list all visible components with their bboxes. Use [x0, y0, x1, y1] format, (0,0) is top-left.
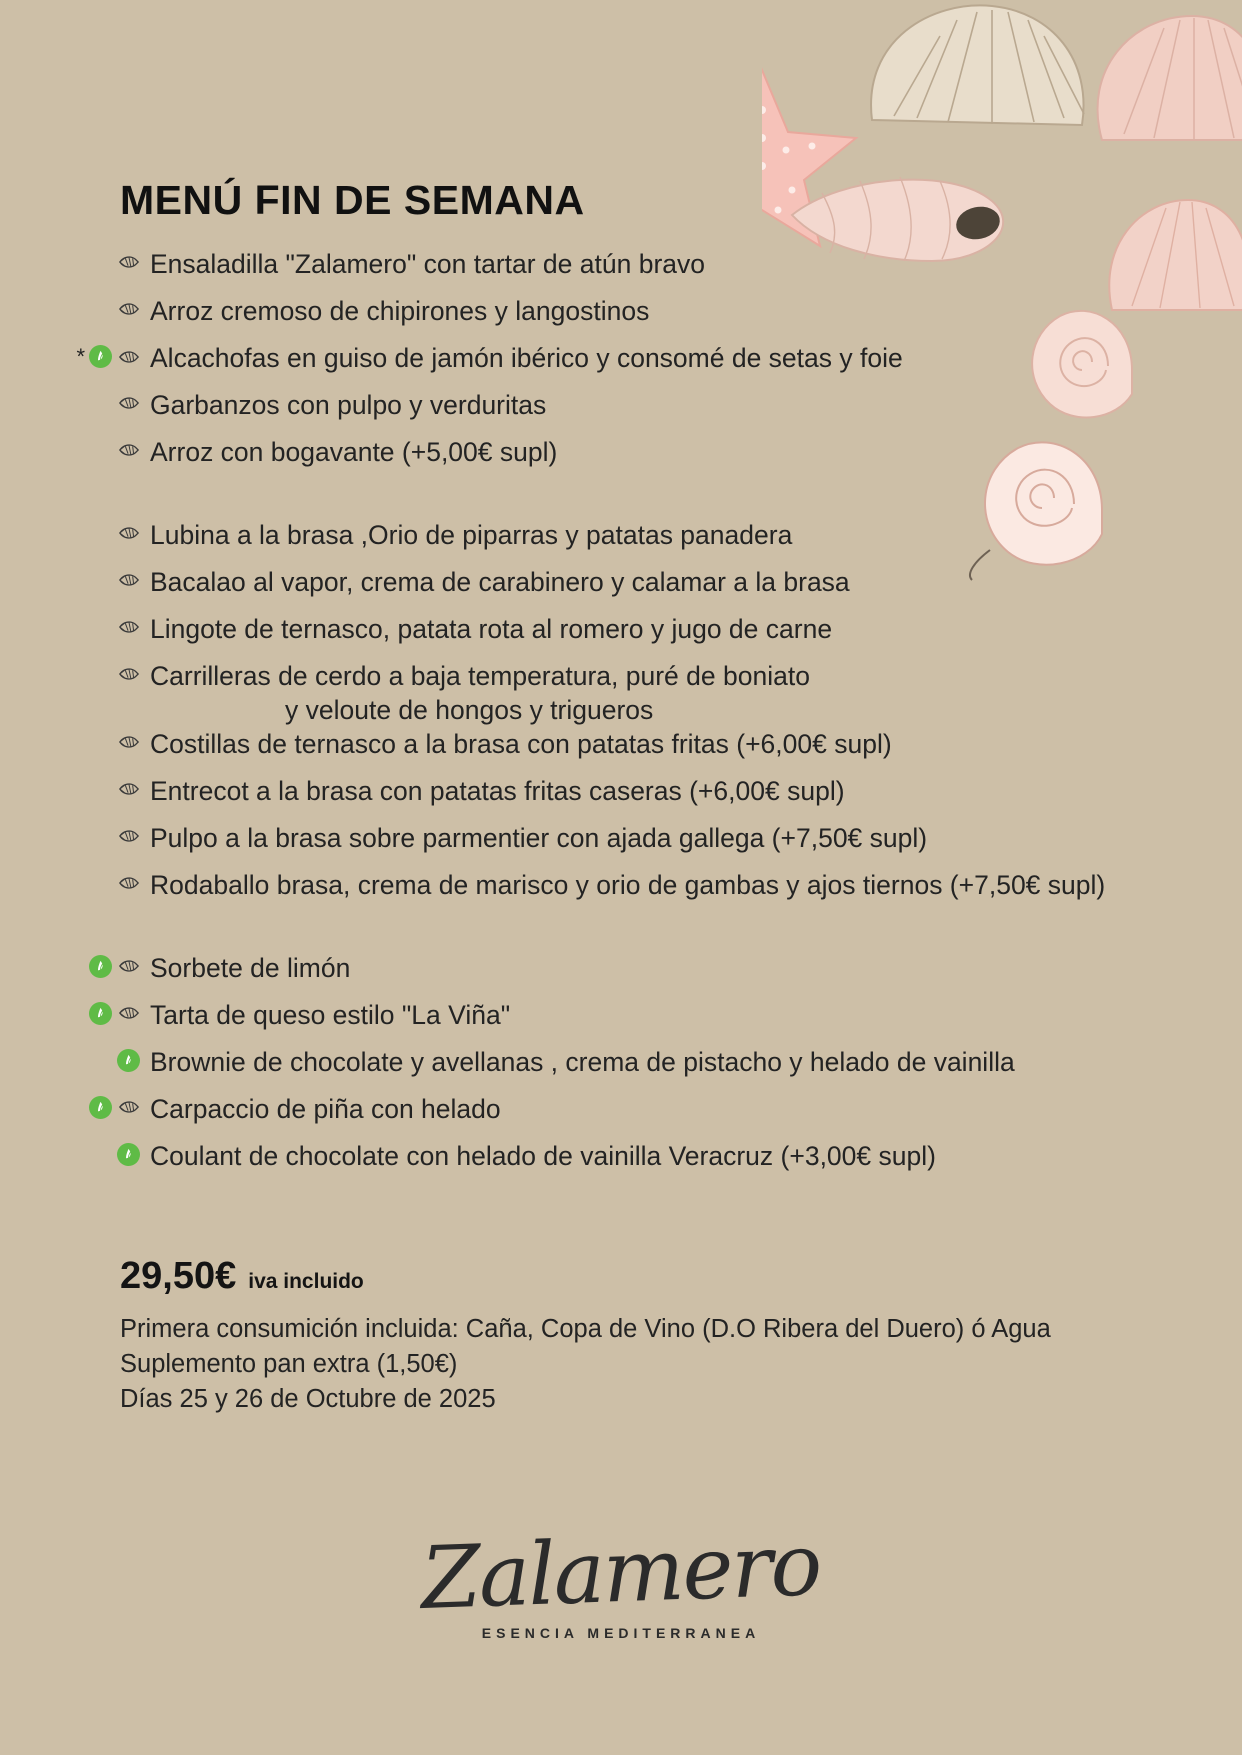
menu-item-text: Costillas de ternasco a la brasa con patatas fritas (+6,00€ supl)	[150, 728, 892, 759]
bread-supplement-note: Suplemento pan extra (1,50€)	[120, 1350, 458, 1379]
menu-item-text-main: Carrilleras de cerdo a baja temperatura, puré de boniato	[150, 661, 810, 691]
menu-item	[40, 775, 1160, 822]
menu-item	[40, 999, 1160, 1046]
tax-note: iva incluido	[248, 1270, 364, 1293]
item-markers	[40, 519, 148, 544]
menu-item	[40, 342, 1160, 389]
item-markers	[40, 660, 148, 685]
menu-item	[40, 248, 1160, 295]
item-markers	[40, 248, 148, 273]
vegetarian-icon	[89, 345, 112, 368]
item-markers	[40, 566, 148, 591]
fish-icon	[118, 825, 140, 847]
menu-item-text-continuation: y veloute de hongos y trigueros	[285, 694, 654, 725]
item-markers	[40, 436, 148, 461]
menu-item-text: Lingote de ternasco, patata rota al romero y jugo de carne	[150, 614, 833, 644]
menu-item-text: Alcachofas en guiso de jamón ibérico y consomé de setas y foie	[150, 343, 903, 373]
item-markers	[40, 999, 148, 1025]
item-markers	[40, 1046, 148, 1072]
menu-item-text: Rodaballo brasa, crema de marisco y orio de gambas y ajos tiernos (+7,50€ supl)	[150, 869, 1106, 900]
menu-item	[40, 613, 1160, 660]
page-title: MENÚ FIN DE SEMANA	[120, 177, 585, 224]
fish-icon	[118, 731, 140, 753]
fish-icon	[118, 251, 140, 273]
menu-item-text: Pulpo a la brasa sobre parmentier con ajada gallega (+7,50€ supl)	[150, 822, 928, 853]
price-line	[120, 1255, 1120, 1298]
fish-icon	[118, 616, 140, 638]
fish-icon	[118, 1002, 140, 1024]
menu-item-text: Ensaladilla "Zalamero" con tartar de atún bravo	[150, 249, 705, 279]
item-markers	[40, 728, 148, 753]
menu-item	[40, 728, 1160, 775]
included-drink-note: Primera consumición incluida: Caña, Copa de Vino (D.O Ribera del Duero) ó Agua	[120, 1315, 1051, 1343]
item-markers	[40, 775, 148, 800]
menu-item-text: Carpaccio de piña con helado	[150, 1093, 501, 1124]
menu-item	[40, 295, 1160, 342]
menu-item	[40, 1046, 1160, 1093]
menu-item-text	[148, 660, 1160, 728]
menu-item	[40, 822, 1160, 869]
restaurant-logo	[0, 1470, 1242, 1700]
menu-item-text: Coulant de chocolate con helado de vainilla Veracruz (+3,00€ supl)	[150, 1140, 936, 1171]
menu-item	[40, 389, 1160, 436]
item-markers	[40, 342, 148, 368]
menu-item	[40, 566, 1160, 613]
fish-icon	[118, 569, 140, 591]
menu-item-text: Arroz con bogavante (+5,00€ supl)	[150, 437, 558, 467]
fish-icon	[118, 955, 140, 977]
menu-item	[40, 869, 1160, 916]
menu-item	[40, 436, 1160, 483]
pricing-block	[120, 1255, 1120, 1418]
course-primeros	[40, 248, 1160, 483]
vegetarian-icon	[89, 955, 112, 978]
menu-item-text: Arroz cremoso de chipirones y langostinos	[150, 296, 650, 326]
logo-tagline: ESENCIA MEDITERRANEA	[481, 1625, 761, 1641]
course-postres	[40, 952, 1160, 1187]
fish-icon	[118, 778, 140, 800]
fish-icon	[118, 1096, 140, 1118]
menu-item-text: Lubina a la brasa ,Orio de piparras y patatas panadera	[150, 520, 793, 550]
vegetarian-icon	[89, 1002, 112, 1025]
menu-dates: Días 25 y 26 de Octubre de 2025	[120, 1385, 496, 1414]
menu-price: 29,50€	[120, 1255, 237, 1297]
item-markers	[40, 869, 148, 894]
fish-icon	[118, 298, 140, 320]
item-markers	[40, 389, 148, 414]
item-markers	[40, 952, 148, 978]
menu-sections	[40, 248, 1160, 1223]
menu-item	[40, 1093, 1160, 1140]
vegetarian-icon	[89, 1096, 112, 1119]
fish-icon	[118, 346, 140, 368]
item-markers	[40, 613, 148, 638]
logo-wordmark: Zalamero	[419, 1515, 823, 1629]
menu-item	[40, 519, 1160, 566]
fish-icon	[118, 872, 140, 894]
item-markers	[40, 822, 148, 847]
menu-item-text: Sorbete de limón	[150, 952, 351, 983]
vegetarian-icon	[117, 1049, 140, 1072]
item-markers	[40, 1140, 148, 1166]
menu-item-text: Entrecot a la brasa con patatas fritas caseras (+6,00€ supl)	[150, 775, 845, 806]
menu-item-text: Brownie de chocolate y avellanas , crema de pistacho y helado de vainilla	[150, 1046, 1015, 1077]
vegetarian-icon	[117, 1143, 140, 1166]
fish-icon	[118, 392, 140, 414]
menu-item	[40, 660, 1160, 728]
menu-item	[40, 952, 1160, 999]
menu-item	[40, 1140, 1160, 1187]
asterisk-marker: *	[76, 343, 85, 369]
course-segundos	[40, 519, 1160, 916]
fish-icon	[118, 663, 140, 685]
fish-icon	[118, 522, 140, 544]
item-markers	[40, 1093, 148, 1119]
menu-item-text: Bacalao al vapor, crema de carabinero y calamar a la brasa	[150, 567, 850, 597]
item-markers	[40, 295, 148, 320]
menu-item-text: Tarta de queso estilo "La Viña"	[150, 999, 511, 1030]
menu-item-text: Garbanzos con pulpo y verduritas	[150, 390, 547, 420]
fish-icon	[118, 439, 140, 461]
